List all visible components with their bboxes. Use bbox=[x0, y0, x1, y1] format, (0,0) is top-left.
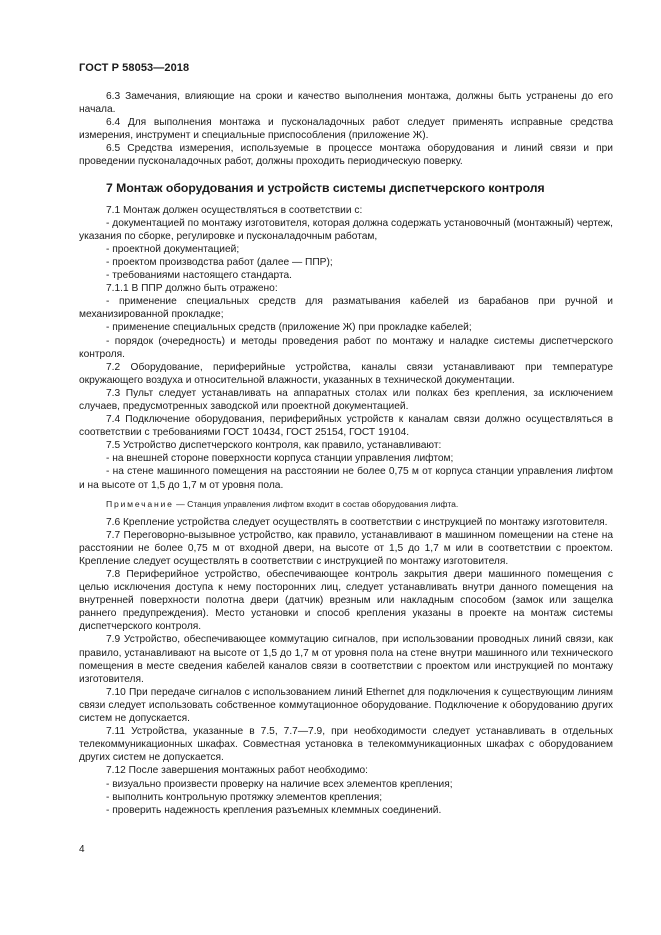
paragraph-7-10: 7.10 При передаче сигналов с использованием линий Ethernet для подключения к существующим линиям связи следует использовать собственное коммутационное оборудование. Подключение к оборудованию других систем не допускается. bbox=[79, 686, 613, 725]
section-7-heading: 7 Монтаж оборудования и устройств системы диспетчерского контроля bbox=[106, 180, 545, 195]
list-item: - документацией по монтажу изготовителя, которая должна содержать установочный (монтажный) чертеж, указания по сборке, регулировке и пусконаладочным работам, bbox=[79, 217, 613, 242]
note-text: — Станция управления лифтом входит в состав оборудования лифта. bbox=[173, 498, 459, 509]
list-item: - на внешней стороне поверхности корпуса станции управления лифтом; bbox=[106, 453, 454, 465]
paragraph-7-9: 7.9 Устройство, обеспечивающее коммутацию сигналов, при использовании проводных линий связи, как правило, устанавливают на высоте от 1,5 до 1,7 м от уровня пола на стене внутри машинного или технического помещения в месте сведения кабелей каналов связи в соответствии с проектом или инструкцией по монтажу изготовителя. bbox=[79, 634, 613, 685]
document-body bbox=[79, 90, 613, 817]
paragraph-6-3: 6.3 Замечания, влияющие на сроки и качество выполнения монтажа, должны быть устранены до его начала. bbox=[79, 91, 613, 116]
list-item: - выполнить контрольную протяжку элементов крепления; bbox=[106, 791, 383, 803]
document-header: ГОСТ Р 58053—2018 bbox=[79, 62, 190, 74]
note-label: Примечание bbox=[106, 498, 174, 509]
paragraph-7-2: 7.2 Оборудование, периферийные устройства, каналы связи устанавливают при температуре окружающего воздуха и относительной влажности, указанных в технической документации. bbox=[79, 361, 613, 386]
list-item: - визуально произвести проверку на наличие всех элементов крепления; bbox=[106, 778, 453, 790]
list-item: - проектной документацией; bbox=[106, 243, 240, 255]
paragraph-7-1: 7.1 Монтаж должен осуществляться в соответствии с: bbox=[106, 204, 363, 216]
list-item: - проверить надежность крепления разъемных клеммных соединений. bbox=[106, 804, 442, 816]
paragraph-7-4: 7.4 Подключение оборудования, периферийных устройств к каналам связи должно осуществляться в соответствии с требованиями ГОСТ 10434, ГОСТ 25154, ГОСТ 19104. bbox=[79, 414, 613, 439]
paragraph-7-3: 7.3 Пульт следует устанавливать на аппаратных столах или полках без крепления, за исключением случаев, предусмотренных заводской или проектной документацией. bbox=[79, 387, 613, 412]
paragraph-6-4: 6.4 Для выполнения монтажа и пусконаладочных работ следует применять исправные средства измерения, инструмент и специальные приспособления (приложение Ж). bbox=[79, 117, 613, 142]
paragraph-7-7: 7.7 Переговорно-вызывное устройство, как правило, устанавливают в машинном помещении на стене на расстоянии не более 0,75 м от входной двери, на высоте от 1,5 до 1,7 м или в соответствии с проектом. Крепление следует осуществлять в соответствии с инструкцией по монтажу изготовителя. bbox=[79, 529, 613, 567]
paragraph-7-12: 7.12 После завершения монтажных работ необходимо: bbox=[106, 765, 368, 777]
list-item: - применение специальных средств (приложение Ж) при прокладке кабелей; bbox=[106, 322, 472, 334]
note bbox=[79, 498, 613, 510]
paragraph-7-5: 7.5 Устройство диспетчерского контроля, как правило, устанавливают: bbox=[106, 440, 442, 452]
list-item: - применение специальных средств для разматывания кабелей из барабанов при ручной и механизированной прокладке; bbox=[79, 296, 613, 321]
paragraph-7-11: 7.11 Устройства, указанные в 7.5, 7.7—7.9, при необходимости следует устанавливать в отдельных телекоммуникационных шкафах. Совместная установка в телекоммуникационных шкафах с оборудованием других систем не допускается. bbox=[79, 726, 613, 764]
paragraph-7-8: 7.8 Периферийное устройство, обеспечивающее контроль закрытия двери машинного помещения с целью исключения доступа к нему посторонних лиц, следует устанавливать внутри данного помещения на внутренней поверхности полотна двери (датчик) врезным или накладным способом (замок или защелка раннего предупреждения). Место установки и способ крепления указаны в проекте на монтаж системы диспетчерского контроля. bbox=[79, 569, 613, 633]
paragraph-7-6: 7.6 Крепление устройства следует осуществлять в соответствии с инструкцией по монтажу изготовителя. bbox=[106, 516, 608, 528]
page-number: 4 bbox=[79, 844, 85, 855]
paragraph-7-1-1: 7.1.1 В ППР должно быть отражено: bbox=[106, 283, 278, 295]
list-item: - на стене машинного помещения на расстоянии не более 0,75 м от корпуса станции управления лифтом и на высоте от 1,5 до 1,7 м от уровня пола. bbox=[79, 466, 613, 491]
list-item: - проектом производства работ (далее — ППР); bbox=[106, 256, 333, 268]
list-item: - требованиями настоящего стандарта. bbox=[106, 270, 293, 282]
list-item: - порядок (очередность) и методы проведения работ по монтажу и наладке системы диспетчерского контроля. bbox=[79, 335, 613, 360]
paragraph-6-5: 6.5 Средства измерения, используемые в процессе монтажа оборудования и линий связи и при проведении пусконаладочных работ, должны проходить периодическую поверку. bbox=[79, 143, 613, 168]
